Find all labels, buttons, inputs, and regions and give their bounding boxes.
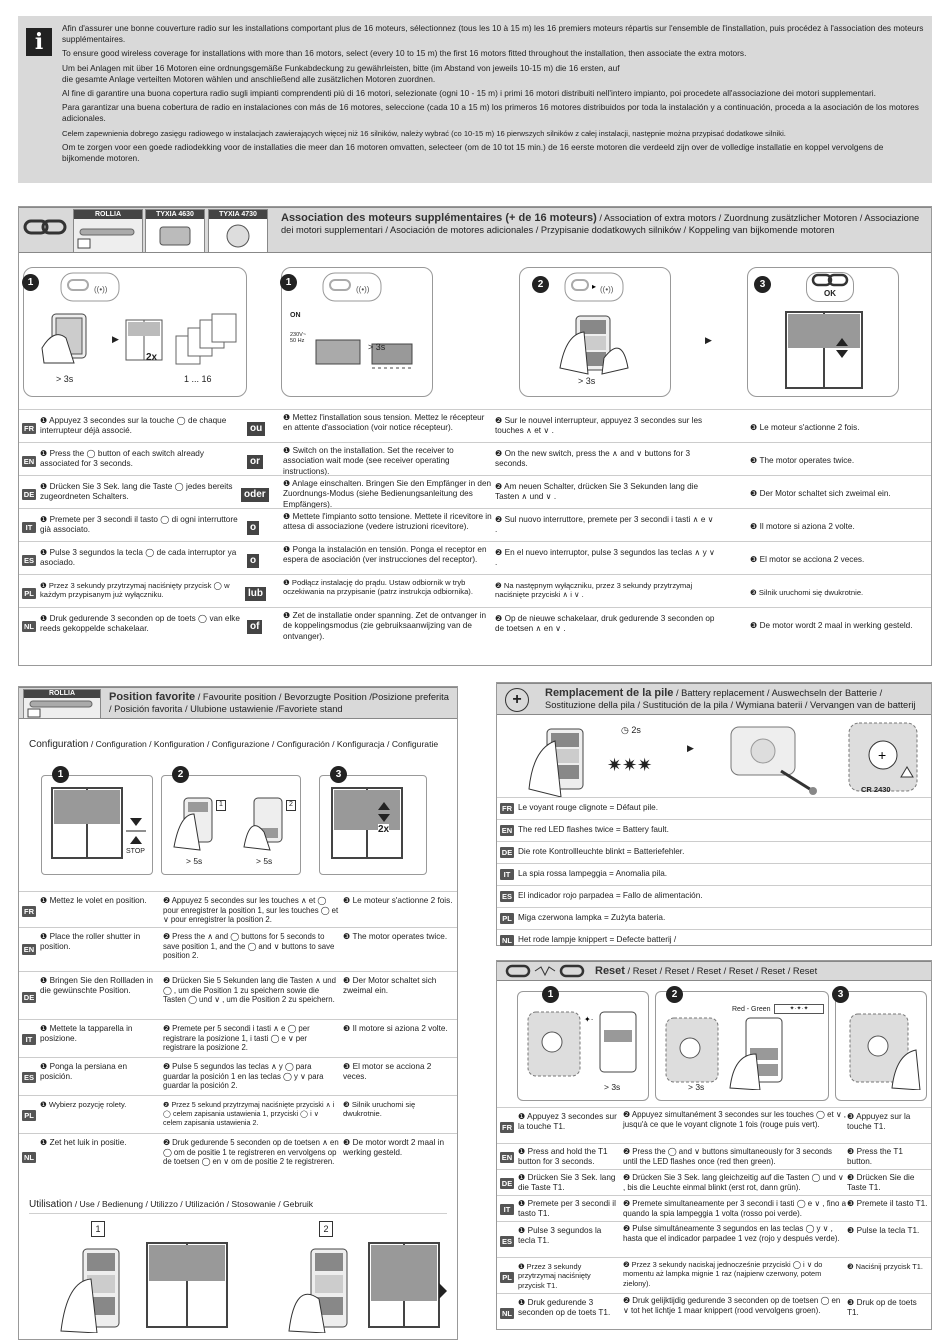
fav-step2-text: ❷ Przez 5 sekund przytrzymaj naciśnięte przyciski ∧ i ◯ celem zapisania ustawienia 1, przyciski ◯ i ∨ celem zapisania ustawienia 2. [163,1100,335,1127]
fav-step3-text: ❸ The motor operates twice. [343,932,448,941]
lang-badge: EN [501,1153,513,1162]
step-number: 1 [22,274,39,291]
assoc-step2-text: ❷ Am neuen Schalter, drücken Sie 3 Sekunden lang die Tasten ∧ und ∨ . [495,482,699,502]
step-number: 2 [532,276,549,293]
svg-text:✷✷✷: ✷✷✷ [607,755,653,775]
battery-text: El indicador rojo parpadea = Fallo de alimentación. [518,891,703,900]
info-text-pl: Celem zapewnienia dobrego zasięgu radiowego w instalacjach zawierających więcej niż 16 silników, należy wybrać (co 10-15 m) 16 pierwszych silników z całej instalacji, następnie można przypisać dodatkowe silniki. [62,128,786,138]
battery-text: La spia rossa lampeggia = Anomalia pila. [518,869,668,878]
led-indicator-icon: ✦·✦·✦ [774,1004,824,1014]
fav-row [19,891,457,927]
assoc-step3-text: ❸ De motor wordt 2 maal in werking gesteld. [750,621,913,630]
arrow-icon: ▶ [112,334,119,344]
reset-step1-text: ❶ Premete per 3 secondi il tasto T1. [518,1199,616,1219]
product-tyxia-4730 [208,209,268,253]
assoc-step3-text: ❸ The motor operates twice. [750,456,855,465]
assoc-row [19,475,931,508]
fav-step3-text: ❸ Il motore si aziona 2 volte. [343,1024,448,1033]
assoc-table [19,409,931,641]
info-text-nl: Om te zorgen voor een goede radiodekking voor de installaties die meer dan 16 motoren omvatten, selecteer (om de 10 tot 15 min.) de 16 eerste motoren die verdeeld zijn over de volledige installatie en koppel vervolgens de bijkomende motoren. [62,141,884,164]
duration-label: > 3s [604,1082,621,1092]
chain-link-icon [23,218,67,236]
step-number: 3 [330,766,347,783]
battery-row [497,819,931,841]
lang-badge: NL [24,1153,34,1162]
lang-badge: EN [23,945,35,954]
reset-step2-text: ❷ Premete simultaneamente per 3 secondi i tasti ◯ e ∨ , fino a quando la spia lampeggia 1 volta (rosso poi verde). [623,1199,846,1218]
key2-badge: 2 [319,1221,333,1237]
assoc-step3-text: ❸ Le moteur s'actionne 2 fois. [750,423,860,432]
product-rollia [73,209,143,253]
battery-text: Le voyant rouge clignote = Défaut pile. [518,803,658,812]
product-tyxia-4630-label: TYXIA 4630 [146,210,204,219]
product-rollia-label: ROLLIA [24,690,100,698]
step-number: 3 [832,986,849,1003]
key2-badge: 2 [286,800,296,811]
lang-badge: NL [502,936,512,945]
times-label: 2x [378,824,390,835]
battery-row [497,841,931,863]
duration-label: > 5s [256,856,273,866]
assoc-ill-1a [23,267,247,397]
info-icon: i [26,28,52,56]
assoc-step1-text: ❶ Premete per 3 secondi il tasto ◯ di ogni interruttore già associato. [40,515,238,535]
fav-row [19,1095,457,1133]
duration-label: > 3s [578,376,596,386]
lang-badge: IT [22,1034,36,1045]
fav-step1-text: ❶ Wybierz pozycję rolety. [40,1100,127,1109]
battery-type-label: CR 2430 [861,785,891,794]
fav-step2-text: ❷ Appuyez 5 secondes sur les touches ∧ et ◯ pour enregistrer la position 1, sur les touches ◯ et ∨ pour enregistrer la position 2. [163,896,339,925]
reset-row [497,1107,931,1143]
assoc-step1b-text: ❶ Podłącz instalację do prądu. Ustaw odbiornik w tryb oczekiwania na przypisanie (patrz instrukcja odbiornika). [283,578,473,597]
or-badge: or [247,455,263,469]
reset-step1-text: ❶ Przez 3 sekundy przytrzymaj naciśnięty przycisk T1. [518,1262,591,1290]
on-label: ON [290,312,301,319]
usage-title-main: Utilisation [29,1199,73,1210]
lang-badge: IT [22,522,36,533]
lang-badge: FR [24,907,34,916]
reset-step1-text: ❶ Drücken Sie 3 Sek. lang die Taste T1. [518,1173,616,1193]
lang-badge: EN [23,457,35,466]
info-text-de: Um bei Anlagen mit über 16 Motoren eine ordnungsgemäße Funkabdeckung zu gewährleisten, bitte (im Abstand von jeweils 10-15 m) die 16 ersten, auf die gesamte Anlage verteilten Motoren wählen und anschließend alle zusätzlichen Motoren zuordnen. [62,62,620,84]
or-badge: of [247,620,262,634]
assoc-step3-text: ❸ Der Motor schaltet sich zweimal ein. [750,489,891,498]
duration-label: ◷ 2s [621,725,641,735]
reset-row [497,1143,931,1169]
lang-badge: DE [23,993,35,1002]
usage-underline [29,1213,447,1214]
battery-section [496,682,932,946]
battery-row [497,929,931,951]
assoc-step3-text: ❸ Il motore si aziona 2 volte. [750,522,855,531]
reset-step1-text: ❶ Pulse 3 segundos la tecla T1. [518,1226,602,1246]
svg-text:((•)): ((•)) [356,285,370,294]
association-header [19,207,931,253]
assoc-step1b-text: ❶ Zet de installatie onder spanning. Zet de ontvanger in de koppelingsmodus (zie gebruiksaanwijzing van de ontvanger). [283,611,487,641]
info-text-es: Para garantizar una buena cobertura de radio en instalaciones con más de 16 motores, seleccione (cada 10 a 15 m) los primeros 16 motores distribuidos por toda la instalación y a continuación, proceda a la asociación de los motores adicionales. [62,102,919,124]
reset-step1-text: ❶ Appuyez 3 secondes sur la touche T1. [518,1112,617,1132]
reset-step3-text: ❸ Druk op de toets T1. [847,1298,917,1318]
favourite-title-main: Position favorite [109,691,196,703]
range-label: 1 ... 16 [184,374,212,384]
lang-badge: ES [501,1237,512,1246]
info-text-en: To ensure good wireless coverage for installations with more than 16 motors, select (every 10 to 15 m) the first 16 motors fitted throughout the installation, then associate the extra motors. [62,48,747,59]
assoc-step2-text: ❷ Sur le nouvel interrupteur, appuyez 3 secondes sur les touches ∧ et ∨ . [495,416,703,436]
config-title-rest: / Configuration / Konfiguration / Configurazione / Configuración / Konfiguracja / Configuratie [88,739,439,749]
reset-row [497,1257,931,1293]
lang-badge: PL [22,588,36,599]
arrow-icon: ▶ [687,743,694,753]
usage-title [29,1199,457,1212]
lang-badge: PL [22,1110,36,1121]
assoc-step1-text: ❶ Druk gedurende 3 seconden op de toets ◯ van elke reeds gekoppelde schakelaar. [40,614,240,634]
times-label: 2x [146,352,158,363]
info-text-block [62,23,924,164]
step-number: 2 [666,986,683,1003]
lang-badge: NL [502,1309,512,1318]
usage-illustration [29,1221,449,1333]
reset-step3-text: ❸ Appuyez sur la touche T1. [847,1112,911,1132]
fav-step3-text: ❸ El motor se acciona 2 veces. [343,1062,432,1082]
ok-label: OK [824,288,836,298]
fav-row [19,1057,457,1095]
assoc-step1b-text: ❶ Mettez l'installation sous tension. Mettez le récepteur en attente d'association (voir notice récepteur). [283,413,485,433]
reset-step2-text: ❷ Pulse simultáneamente 3 segundos en las teclas ◯ y ∨ , hasta que el indicador parpadee 1 vez (rojo y después verde). [623,1224,840,1243]
or-badge: o [247,521,259,535]
lang-badge: PL [500,913,514,924]
step-number: 2 [172,766,189,783]
assoc-step1-text: ❶ Drücken Sie 3 Sek. lang die Taste ◯ jedes bereits zugeordneten Schalters. [40,482,233,502]
battery-text: Het rode lampje knippert = Defecte batterij / [518,935,677,944]
assoc-step1b-text: ❶ Anlage einschalten. Bringen Sie den Empfänger in den Zuordnungs-Modus (siehe Bedienungsanleitung des Empfängers). [283,479,492,509]
or-badge: o [247,554,259,568]
battery-header [497,683,931,715]
reset-step2-text: ❷ Drücken Sie 3 Sek. lang gleichzeitig auf die Tasten ◯ und ∨ , bis die Leuchte einmal blinkt (erst rot, dann grün). [623,1173,844,1192]
svg-text:▸: ▸ [592,282,597,291]
product-tyxia-4630 [145,209,205,253]
fav-step1-text: ❶ Bringen Sie den Rollladen in die gewünschte Position. [40,976,153,996]
product-tyxia-4730-label: TYXIA 4730 [209,210,267,219]
assoc-row [19,541,931,574]
assoc-step1-text: ❶ Pulse 3 segundos la tecla ◯ de cada interruptor ya asociado. [40,548,237,568]
reset-step2-text: ❷ Appuyez simultanément 3 secondes sur les touches ◯ et ∨ , jusqu'à ce que le voyant clignote 1 fois (rouge puis vert). [623,1110,847,1129]
fav-step2-text: ❷ Press the ∧ and ◯ buttons for 5 seconds to save position 1, and the ◯ and ∨ buttons to save position 2. [163,932,335,961]
assoc-step1-text: ❶ Przez 3 sekundy przytrzymaj naciśnięty przycisk ◯ w każdym przypisanym już wyłączniku. [40,581,230,600]
battery-plus-icon: + [505,688,529,712]
fav-step1-text: ❶ Place the roller shutter in position. [40,932,141,952]
favourite-title-rest: / Favourite position / Bevorzugte Position /Posizione preferita / Posición favorita / Ulubione ustawienie /Favoriete stand [109,692,449,714]
fav-ill-1 [41,769,153,875]
favourite-section [18,686,458,1340]
reset-step3-text: ❸ Drücken Sie die Taste T1. [847,1173,915,1193]
assoc-step3-text: ❸ El motor se acciona 2 veces. [750,555,865,564]
or-badge: ou [247,422,265,436]
assoc-step1b-text: ❶ Switch on the installation. Set the receiver to association wait mode (see receiver operating instructions). [283,446,454,476]
reset-step3-text: ❸ Press the T1 button. [847,1147,903,1167]
reset-step2-text: ❷ Druk gelijktijdig gedurende 3 seconden op de toetsen ◯ en ∨ tot het lichtje 1 maar knippert (rood vervolgens groen). [623,1296,841,1315]
battery-title-rest: / Battery replacement / Auswechseln der Batterie / Sostituzione della pila / Sustitución de la pila / Wymiana baterii / Vervangen van de batterij [545,688,916,710]
association-section [18,206,932,666]
svg-text:((•)): ((•)) [94,285,108,294]
lang-badge: DE [501,1179,513,1188]
reset-row [497,1221,931,1257]
fav-step1-text: ❶ Ponga la persiana en posición. [40,1062,128,1082]
svg-text:✦·: ✦· [584,1015,594,1024]
lang-badge: DE [23,490,35,499]
or-badge: oder [241,488,269,502]
lang-badge: FR [502,1123,512,1132]
fav-step1-text: ❶ Zet het luik in positie. [40,1138,127,1147]
reset-ill-3 [835,991,927,1101]
lang-badge: FR [24,424,34,433]
fav-step3-text: ❸ Silnik uruchomi się dwukrotnie. [343,1100,416,1119]
association-title-main: Association des moteurs supplémentaires (+ de 16 moteurs) [281,212,597,224]
assoc-step1-text: ❶ Appuyez 3 secondes sur la touche ◯ de chaque interrupteur déjà associé. [40,416,227,436]
assoc-step2-text: ❷ Op de nieuwe schakelaar, druk gedurende 3 seconden op de toetsen ∧ en ∨ . [495,614,715,634]
lang-badge: IT [500,1204,514,1215]
lang-badge: NL [24,622,34,631]
assoc-row [19,442,931,475]
fav-step2-text: ❷ Druk gedurende 5 seconden op de toetsen ∧ en ◯ om de positie 1 te registreren en vervolgens op de toetsen ◯ en ∨ om de positie 2 te registreren. [163,1138,339,1167]
assoc-row [19,508,931,541]
battery-row [497,863,931,885]
favourite-title [109,691,453,715]
lang-badge: FR [502,804,512,813]
reset-step3-text: ❸ Premete il tasto T1. [847,1199,928,1208]
reset-row [497,1293,931,1329]
duration-label: > 3s [688,1082,705,1092]
arrow-icon: ▶ [705,335,712,345]
svg-text:+: + [878,747,887,763]
reset-ill-2 [655,991,829,1101]
fav-ill-2 [161,769,301,875]
reset-step1-text: ❶ Druk gedurende 3 seconden op de toets T1. [518,1298,611,1318]
lang-badge: PL [500,1272,514,1283]
battery-text: Miga czerwona lampka = Zużyta bateria. [518,913,666,922]
lang-badge: ES [23,556,34,565]
step-number: 1 [542,986,559,1003]
fav-step2-text: ❷ Pulse 5 segundos las teclas ∧ y ◯ para guardar la posición 1 en las teclas ◯ y ∨ para guardar la posición 2. [163,1062,324,1091]
duration-label: > 3s [368,342,386,352]
reset-title-rest: / Reset / Reset / Reset / Reset / Reset / Reset [624,966,818,976]
assoc-step1-text: ❶ Press the ◯ button of each switch already associated for 3 seconds. [40,449,204,469]
battery-title-main: Remplacement de la pile [545,687,674,699]
duration-label: > 5s [186,856,203,866]
reset-header [497,961,931,981]
lang-badge: ES [23,1073,34,1082]
battery-row [497,797,931,819]
fav-row [19,927,457,971]
key1-badge: 1 [216,800,226,811]
reset-ill-1 [517,991,649,1101]
assoc-step1b-text: ❶ Mettete l'impianto sotto tensione. Mettete il ricevitore in attesa di associazione (vedere istruzioni ricevitore). [283,512,492,532]
config-title [29,739,457,752]
assoc-step1b-text: ❶ Ponga la instalación en tensión. Ponga el receptor en espera de asociación (ver instrucciones del receptor). [283,545,487,565]
assoc-step2-text: ❷ Sul nuovo interruttore, premete per 3 secondi i tasti ∧ e ∨ . [495,515,714,535]
fav-row [19,971,457,1019]
battery-text: The red LED flashes twice = Battery fault. [518,825,669,834]
reset-title [595,965,925,979]
battery-text: Die rote Kontrollleuchte blinkt = Batteriefehler. [518,847,685,856]
info-text-it: Al fine di garantire una buona copertura radio sugli impianti comprendenti più di 16 motori, selezionate (ogni 10 - 15 m) i primi 16 motori distribuiti nell'intero impianto, poi procedete all'associazione dei motori supplementari. [62,88,876,99]
reset-section [496,960,932,1330]
lang-badge: IT [500,869,514,880]
step-number: 1 [280,274,297,291]
stop-label: STOP [126,848,145,855]
fav-row [19,1019,457,1057]
assoc-ill-1b [281,267,433,397]
step-number: 3 [754,276,771,293]
fav-step1-text: ❶ Mettete la tapparella in posizione. [40,1024,133,1044]
led-color-label: Red - Green [732,1006,771,1013]
info-box [18,16,932,183]
assoc-ill-3 [747,267,899,397]
assoc-step2-text: ❷ Na następnym wyłączniku, przez 3 sekundy przytrzymaj naciśnięte przyciski ∧ i ∨ . [495,581,693,600]
product-rollia-label: ROLLIA [74,210,142,219]
reset-title-main: Reset [595,965,625,977]
lang-badge: ES [501,892,512,901]
fav-step3-text: ❸ Der Motor schaltet sich zweimal ein. [343,976,437,996]
broken-chain-icon [505,964,585,978]
key1-badge: 1 [91,1221,105,1237]
assoc-step3-text: ❸ Silnik uruchomi się dwukrotnie. [750,588,864,597]
reset-step1-text: ❶ Press and hold the T1 button for 3 seconds. [518,1147,608,1167]
assoc-row [19,607,931,640]
favourite-header [19,687,457,719]
reset-row [497,1195,931,1221]
ok-chain-icon [806,272,854,302]
fav-row [19,1133,457,1181]
association-title-rest: / Association of extra motors / Zuordnung zusätzlicher Motoren / Associazione dei motori supplementari / Asociación de motores adicionales / Przypisanie dodatkowych silników / Koppeling van bijkomende motoren [281,213,920,235]
info-text-fr: Afin d'assurer une bonne couverture radio sur les installations comportant plus de 16 moteurs, sélectionnez (tous les 10 à 15 m) les 16 premiers moteurs répartis sur l'ensemble de l'installation, puis procédez à l'association des moteurs supplémentaires. [62,23,924,45]
assoc-row [19,574,931,607]
reset-step3-text: ❸ Pulse la tecla T1. [847,1226,920,1235]
association-title [281,212,921,236]
reset-step2-text: ❷ Przez 3 sekundy naciskaj jednocześnie przyciski ◯ i ∨ do momentu aż lampka mignie 1 raz (najpierw czerwony, potem zielony). [623,1260,823,1288]
assoc-ill-2 [519,267,671,397]
assoc-step2-text: ❷ On the new switch, press the ∧ and ∨ buttons for 3 seconds. [495,449,690,469]
assoc-row [19,409,931,442]
reset-step3-text: ❸ Naciśnij przycisk T1. [847,1262,923,1271]
reset-step2-text: ❷ Press the ◯ and ∨ buttons simultaneously for 3 seconds until the LED flashes once (red then green). [623,1147,832,1166]
product-rollia [23,689,101,719]
battery-row [497,885,931,907]
assoc-step2-text: ❷ En el nuevo interruptor, pulse 3 segundos las teclas ∧ y ∨ . [495,548,716,568]
fav-step2-text: ❷ Premete per 5 secondi i tasti ∧ e ◯ per registrare la posizione 1, i tasti ◯ e ∨ per registrare la posizione 2. [163,1024,310,1053]
svg-text:((•)): ((•)) [600,285,614,294]
lang-badge: DE [501,848,513,857]
or-badge: lub [245,587,266,601]
battery-title [545,687,927,711]
fav-step1-text: ❶ Mettez le volet en position. [40,896,147,905]
step-number: 1 [52,766,69,783]
lang-badge: EN [501,826,513,835]
fav-step2-text: ❷ Drücken Sie 5 Sekunden lang die Tasten ∧ und ◯ , um die Position 1 zu speichern sowie die Tasten ◯ und ∨ , um die Position 2 zu speichern. [163,976,336,1005]
usage-title-rest: / Use / Bedienung / Utilizzo / Utilización / Stosowanie / Gebruik [72,1199,314,1209]
duration-label: > 3s [56,374,74,384]
config-title-main: Configuration [29,739,89,750]
fav-step3-text: ❸ De motor wordt 2 maal in werking gesteld. [343,1138,445,1158]
voltage-label: 230V~ 50 Hz [290,332,307,344]
battery-row [497,907,931,929]
fav-step3-text: ❸ Le moteur s'actionne 2 fois. [343,896,453,905]
reset-row [497,1169,931,1195]
fav-ill-3 [319,769,427,875]
